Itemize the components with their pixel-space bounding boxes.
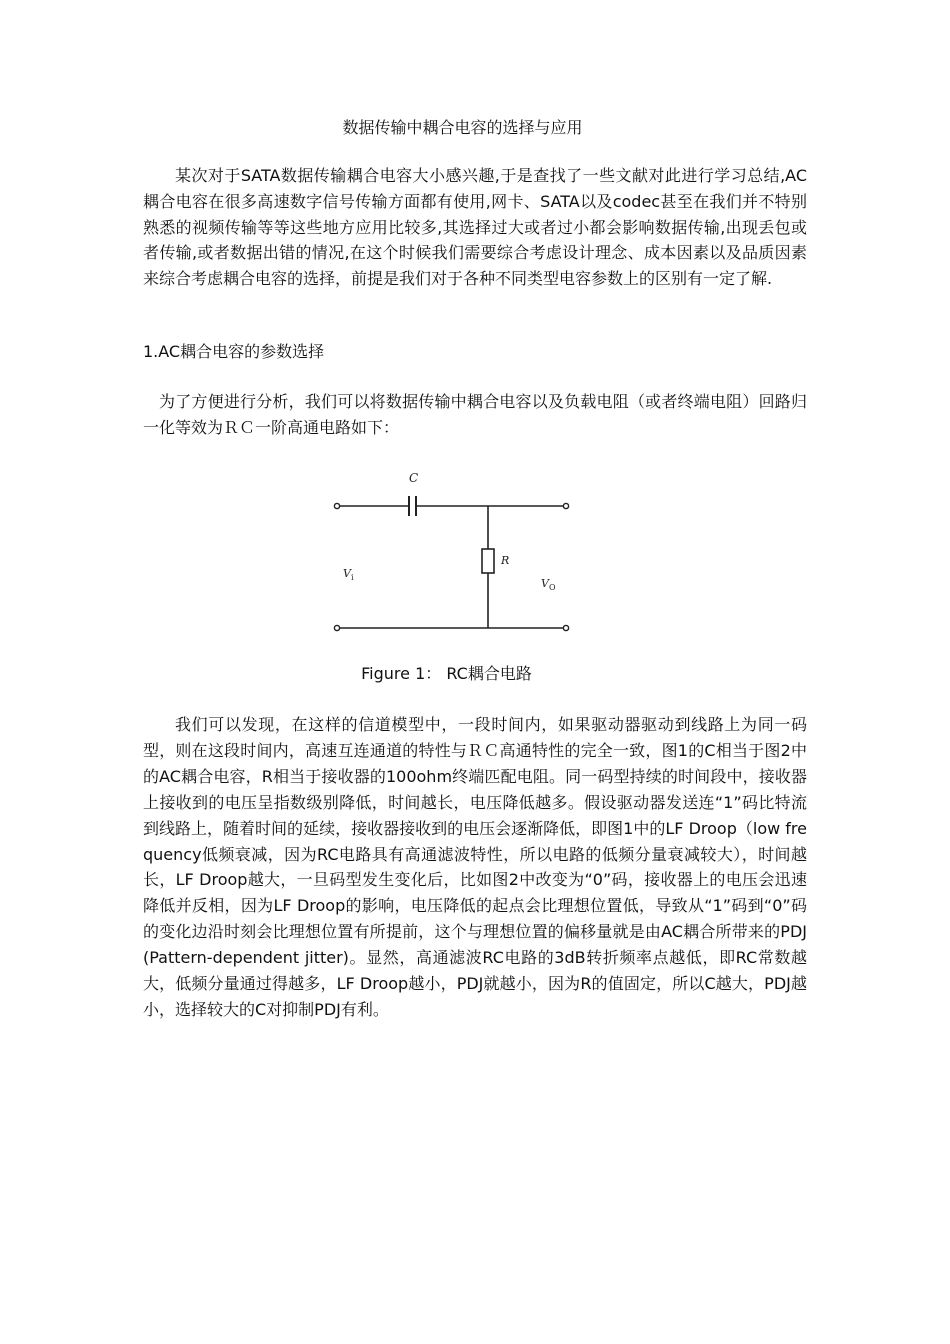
rc-circuit-figure [325,466,585,642]
document-title: 数据传输中耦合电容的选择与应用 [342,118,583,137]
section-heading: 1.AC耦合电容的参数选择 [143,342,325,361]
figure-caption: Figure 1： RC耦合电路 [361,664,532,683]
input-voltage-subscript: i [351,573,354,582]
output-voltage-label: V [541,577,549,590]
analysis-paragraph: 为了方便进行分析，我们可以将数据传输中耦合电容以及负载电阻（或者终端电阻）回路归一化等效为ＲＣ一阶高通电路如下： [143,392,807,437]
capacitor-label: C [409,471,419,485]
terminal-in-bottom [334,625,339,630]
terminal-out-bottom [563,625,568,630]
output-voltage-subscript: O [549,583,556,592]
intro-paragraph: 某次对于SATA数据传输耦合电容大小感兴趣,于是查找了一些文献对此进行学习总结,AC 耦合电容在很多高速数字信号传输方面都有使用,网卡、SATA以及codec甚至在我们并不特别熟悉的视频传输等等这些地方应用比较多,其选择过大或者过小都会影响数据传输,出现丢包或者传输,或者数据出错的情况,在这个时候我们需要综合考虑设计理念、成本因素以及品质因素来综合考虑耦合电容的选择，前提是我们对于各种不同类型电容参数上的区别有一定了解. [143,166,807,289]
resistor-body [482,549,494,573]
input-voltage-label: V [343,567,351,580]
resistor-label: R [501,554,510,567]
terminal-in-top [334,503,339,508]
discussion-paragraph: 我们可以发现，在这样的信道模型中，一段时间内，如果驱动器驱动到线路上为同一码型，则在这段时间内，高速互连通道的特性与ＲＣ高通特性的完全一致，图1的C相当于图2中的AC耦合电容，R相当于接收器的100ohm终端匹配电阻。同一码型持续的时间段中，接收器上接收到的电压呈指数级别降低，时间越长，电压降低越多。假设驱动器发送连“1”码比特流到线路上，随着时间的延续，接收器接收到的电压会逐渐降低，即图1中的LF Droop（low frequency低频衰减，因为RC电路具有高通滤波特性，所以电路的低频分量衰减较大），时间越长，LF Droop越大，一旦码型发生变化后，比如图2中改变为“0”码，接收器上的电压会迅速降低并反相，因为LF Droop的影响，电压降低的起点会比理想位置低，导致从“1”码到“0”码的变化边沿时刻会比理想位置有所提前，这个与理想位置的偏移量就是由AC耦合所带来的PDJ(Pattern-dependent jitter)。显然，高通滤波RC电路的3dB转折频率点越低，即RC常数越大，低频分量通过得越多，LF Droop越小，PDJ就越小，因为R的值固定，所以C越大，PDJ越小，选择较大的C对抑制PDJ有利。 [143,715,807,1019]
terminal-out-top [563,503,568,508]
